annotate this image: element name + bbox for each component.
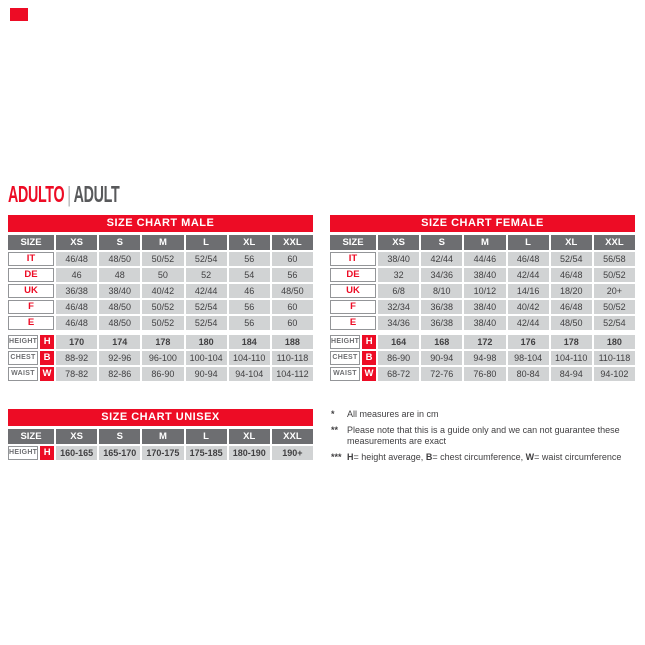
table-title: SIZE CHART MALE bbox=[8, 215, 313, 232]
table-header-and-sizes bbox=[8, 429, 313, 444]
measure-value-cell: 180 bbox=[186, 335, 227, 349]
size-value-cell: 38/40 bbox=[464, 268, 505, 282]
measure-value-cell: 175-185 bbox=[186, 446, 227, 460]
column-header-cell: XXL bbox=[272, 429, 313, 444]
size-header-cell: SIZE bbox=[8, 429, 54, 444]
measure-value-cell: 78-82 bbox=[56, 367, 97, 381]
size-value-cell: 18/20 bbox=[551, 284, 592, 298]
size-value-cell: 36/38 bbox=[56, 284, 97, 298]
size-header-cell: SIZE bbox=[330, 235, 376, 250]
country-label-cell: DE bbox=[330, 268, 376, 282]
column-header-cell: XL bbox=[551, 235, 592, 250]
measure-value-cell: 96-100 bbox=[142, 351, 183, 365]
measure-value-cell: 86-90 bbox=[378, 351, 419, 365]
measure-value-cell: 170-175 bbox=[142, 446, 183, 460]
column-header-cell: S bbox=[99, 429, 140, 444]
measure-value-cell: 172 bbox=[464, 335, 505, 349]
column-header-cell: M bbox=[464, 235, 505, 250]
country-label-cell: E bbox=[8, 316, 54, 330]
measure-value-cell: 90-94 bbox=[186, 367, 227, 381]
measure-label bbox=[8, 335, 54, 349]
column-header-cell: M bbox=[142, 429, 183, 444]
measure-value-cell: 92-96 bbox=[99, 351, 140, 365]
measure-value-cell: 84-94 bbox=[551, 367, 592, 381]
measure-value-cell: 68-72 bbox=[378, 367, 419, 381]
measure-value-cell: 80-84 bbox=[508, 367, 549, 381]
measure-value-cell: 104-110 bbox=[551, 351, 592, 365]
measure-value-cell: 100-104 bbox=[186, 351, 227, 365]
measure-value-cell: 165-170 bbox=[99, 446, 140, 460]
size-value-cell: 38/40 bbox=[99, 284, 140, 298]
size-value-cell: 50/52 bbox=[142, 300, 183, 314]
country-label-cell: F bbox=[330, 300, 376, 314]
footnote-segment: B bbox=[425, 451, 433, 462]
measure-name-cell: CHEST bbox=[8, 351, 38, 365]
size-value-cell: 54 bbox=[229, 268, 270, 282]
footnote-segment: W bbox=[525, 451, 535, 462]
country-label-cell: E bbox=[330, 316, 376, 330]
size-value-cell: 20+ bbox=[594, 284, 635, 298]
size-value-cell: 8/10 bbox=[421, 284, 462, 298]
measure-label bbox=[330, 367, 376, 381]
measure-value-cell: 180 bbox=[594, 335, 635, 349]
measure-name-cell: HEIGHT bbox=[8, 446, 38, 460]
country-label-cell: IT bbox=[330, 252, 376, 266]
size-value-cell: 50/52 bbox=[594, 268, 635, 282]
size-value-cell: 46 bbox=[229, 284, 270, 298]
size-value-cell: 42/44 bbox=[421, 252, 462, 266]
size-value-cell: 52 bbox=[186, 268, 227, 282]
size-value-cell: 36/38 bbox=[421, 316, 462, 330]
size-value-cell: 44/46 bbox=[464, 252, 505, 266]
measure-grid bbox=[330, 335, 635, 381]
size-value-cell: 42/44 bbox=[186, 284, 227, 298]
footnote-text bbox=[347, 409, 641, 421]
measure-value-cell: 76-80 bbox=[464, 367, 505, 381]
page-title bbox=[8, 181, 119, 208]
size-chart-unisex-table bbox=[8, 409, 313, 462]
table-header-and-sizes bbox=[330, 235, 635, 330]
measure-name-cell: HEIGHT bbox=[8, 335, 38, 349]
column-header-cell: S bbox=[421, 235, 462, 250]
size-value-cell: 42/44 bbox=[508, 316, 549, 330]
measure-value-cell: 90-94 bbox=[421, 351, 462, 365]
title-adulto: ADULTO bbox=[8, 181, 65, 207]
size-value-cell: 38/40 bbox=[378, 252, 419, 266]
table-header-and-sizes bbox=[8, 235, 313, 330]
size-value-cell: 32/34 bbox=[378, 300, 419, 314]
size-value-cell: 40/42 bbox=[508, 300, 549, 314]
size-value-cell: 56 bbox=[229, 316, 270, 330]
measure-name-cell: WAIST bbox=[8, 367, 38, 381]
size-value-cell: 34/36 bbox=[378, 316, 419, 330]
size-value-cell: 56 bbox=[229, 252, 270, 266]
size-chart-male-table bbox=[8, 215, 313, 383]
column-header-cell: S bbox=[99, 235, 140, 250]
measure-grid bbox=[8, 335, 313, 381]
measure-value-cell: 178 bbox=[142, 335, 183, 349]
size-chart-female-table bbox=[330, 215, 635, 383]
size-value-cell: 46/48 bbox=[56, 316, 97, 330]
title-adult: ADULT bbox=[73, 181, 120, 207]
footnote-text bbox=[347, 425, 641, 448]
measure-value-cell: 86-90 bbox=[142, 367, 183, 381]
title-separator: | bbox=[67, 181, 71, 207]
size-value-cell: 46/48 bbox=[508, 252, 549, 266]
red-marker bbox=[10, 8, 28, 21]
size-value-cell: 52/54 bbox=[186, 316, 227, 330]
size-value-cell: 60 bbox=[272, 300, 313, 314]
measure-badge: W bbox=[40, 367, 54, 381]
size-value-cell: 52/54 bbox=[186, 300, 227, 314]
footnote-segment: = waist circumference bbox=[534, 451, 622, 462]
column-header-cell: XS bbox=[378, 235, 419, 250]
size-value-cell: 34/36 bbox=[421, 268, 462, 282]
size-value-cell: 56 bbox=[229, 300, 270, 314]
table-title: SIZE CHART FEMALE bbox=[330, 215, 635, 232]
size-value-cell: 46/48 bbox=[551, 268, 592, 282]
size-value-cell: 38/40 bbox=[464, 300, 505, 314]
measure-value-cell: 168 bbox=[421, 335, 462, 349]
table-title: SIZE CHART UNISEX bbox=[8, 409, 313, 426]
measure-badge: H bbox=[362, 335, 376, 349]
column-header-cell: XL bbox=[229, 235, 270, 250]
column-header-cell: L bbox=[186, 429, 227, 444]
size-value-cell: 46/48 bbox=[56, 300, 97, 314]
measure-badge: H bbox=[40, 335, 54, 349]
size-value-cell: 50/52 bbox=[594, 300, 635, 314]
footnote-line bbox=[331, 409, 643, 421]
measure-value-cell: 110-118 bbox=[594, 351, 635, 365]
measure-badge: W bbox=[362, 367, 376, 381]
country-label-cell: UK bbox=[8, 284, 54, 298]
measure-value-cell: 94-98 bbox=[464, 351, 505, 365]
size-value-cell: 14/16 bbox=[508, 284, 549, 298]
footnote-segment: Please note that this is a guide only and we can not guarantee these measurements are exact bbox=[347, 424, 620, 446]
size-value-cell: 46/48 bbox=[551, 300, 592, 314]
size-value-cell: 48/50 bbox=[272, 284, 313, 298]
measure-value-cell: 110-118 bbox=[272, 351, 313, 365]
column-header-cell: L bbox=[186, 235, 227, 250]
measure-value-cell: 82-86 bbox=[99, 367, 140, 381]
size-header-cell: SIZE bbox=[8, 235, 54, 250]
footnote-line bbox=[331, 425, 643, 448]
size-value-cell: 50 bbox=[142, 268, 183, 282]
footnote-marker: ** bbox=[331, 424, 339, 435]
measure-value-cell: 164 bbox=[378, 335, 419, 349]
measure-name-cell: WAIST bbox=[330, 367, 360, 381]
measure-value-cell: 88-92 bbox=[56, 351, 97, 365]
column-header-cell: L bbox=[508, 235, 549, 250]
size-value-cell: 48 bbox=[99, 268, 140, 282]
measure-label bbox=[8, 351, 54, 365]
measure-label bbox=[330, 335, 376, 349]
size-value-cell: 60 bbox=[272, 316, 313, 330]
measure-value-cell: 190+ bbox=[272, 446, 313, 460]
measure-value-cell: 104-110 bbox=[229, 351, 270, 365]
size-value-cell: 56/58 bbox=[594, 252, 635, 266]
measure-value-cell: 94-102 bbox=[594, 367, 635, 381]
measure-value-cell: 160-165 bbox=[56, 446, 97, 460]
measure-value-cell: 178 bbox=[551, 335, 592, 349]
size-value-cell: 60 bbox=[272, 252, 313, 266]
size-value-cell: 56 bbox=[272, 268, 313, 282]
measure-value-cell: 104-112 bbox=[272, 367, 313, 381]
measure-value-cell: 174 bbox=[99, 335, 140, 349]
footnote-text bbox=[347, 452, 641, 464]
measure-badge: B bbox=[362, 351, 376, 365]
size-value-cell: 40/42 bbox=[142, 284, 183, 298]
footnotes bbox=[331, 409, 643, 467]
measure-badge: H bbox=[40, 446, 54, 460]
size-value-cell: 36/38 bbox=[421, 300, 462, 314]
column-header-cell: XS bbox=[56, 429, 97, 444]
measure-value-cell: 94-104 bbox=[229, 367, 270, 381]
column-header-cell: XL bbox=[229, 429, 270, 444]
size-value-cell: 48/50 bbox=[99, 316, 140, 330]
size-value-cell: 38/40 bbox=[464, 316, 505, 330]
size-value-cell: 50/52 bbox=[142, 316, 183, 330]
measure-label bbox=[330, 351, 376, 365]
measure-value-cell: 188 bbox=[272, 335, 313, 349]
size-value-cell: 48/50 bbox=[99, 252, 140, 266]
column-header-cell: XS bbox=[56, 235, 97, 250]
size-value-cell: 48/50 bbox=[99, 300, 140, 314]
size-value-cell: 52/54 bbox=[594, 316, 635, 330]
size-value-cell: 48/50 bbox=[551, 316, 592, 330]
footnote-line bbox=[331, 452, 643, 464]
column-header-cell: XXL bbox=[594, 235, 635, 250]
measure-name-cell: HEIGHT bbox=[330, 335, 360, 349]
measure-value-cell: 98-104 bbox=[508, 351, 549, 365]
size-value-cell: 10/12 bbox=[464, 284, 505, 298]
column-header-cell: XXL bbox=[272, 235, 313, 250]
column-header-cell: M bbox=[142, 235, 183, 250]
size-value-cell: 46/48 bbox=[56, 252, 97, 266]
footnote-marker: *** bbox=[331, 451, 342, 462]
measure-value-cell: 72-76 bbox=[421, 367, 462, 381]
size-value-cell: 6/8 bbox=[378, 284, 419, 298]
measure-value-cell: 184 bbox=[229, 335, 270, 349]
size-value-cell: 50/52 bbox=[142, 252, 183, 266]
measure-value-cell: 180-190 bbox=[229, 446, 270, 460]
country-label-cell: DE bbox=[8, 268, 54, 282]
measure-badge: B bbox=[40, 351, 54, 365]
size-value-cell: 52/54 bbox=[551, 252, 592, 266]
size-value-cell: 32 bbox=[378, 268, 419, 282]
size-value-cell: 46 bbox=[56, 268, 97, 282]
measure-value-cell: 170 bbox=[56, 335, 97, 349]
footnote-segment: H bbox=[347, 451, 354, 462]
measure-label bbox=[8, 367, 54, 381]
country-label-cell: UK bbox=[330, 284, 376, 298]
footnote-marker: * bbox=[331, 409, 335, 419]
measure-grid bbox=[8, 446, 313, 460]
footnote-segment: All measures are in cm bbox=[347, 409, 439, 419]
measure-value-cell: 176 bbox=[508, 335, 549, 349]
size-value-cell: 42/44 bbox=[508, 268, 549, 282]
size-value-cell: 52/54 bbox=[186, 252, 227, 266]
footnote-segment: = chest circumference, bbox=[432, 451, 526, 462]
country-label-cell: IT bbox=[8, 252, 54, 266]
country-label-cell: F bbox=[8, 300, 54, 314]
footnote-segment: = height average, bbox=[353, 451, 426, 462]
measure-name-cell: CHEST bbox=[330, 351, 360, 365]
measure-label bbox=[8, 446, 54, 460]
